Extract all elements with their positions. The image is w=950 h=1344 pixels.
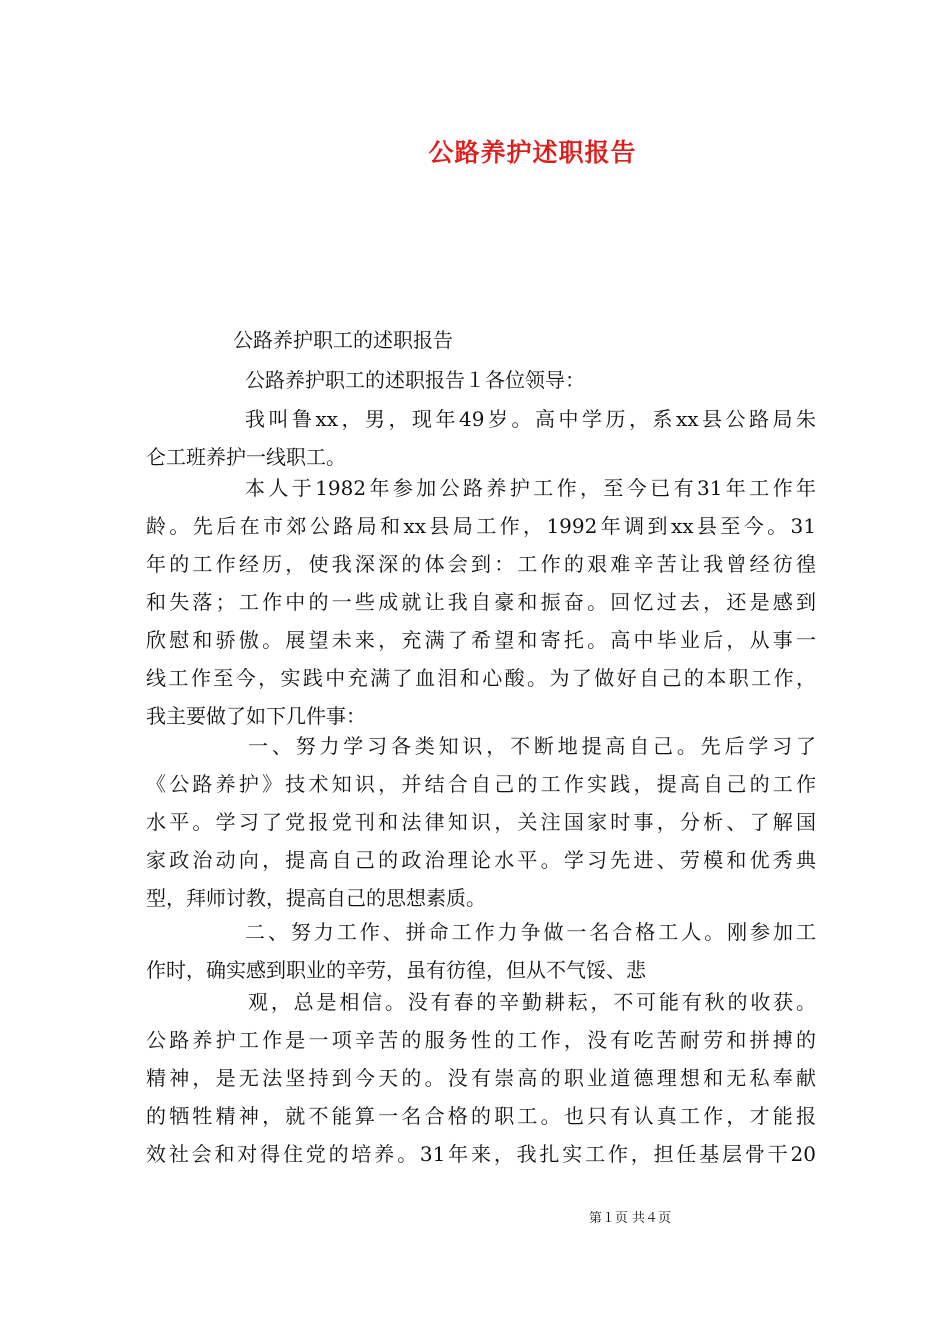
- page-footer: 第１页 共４页: [588, 1211, 672, 1226]
- body-line: 二、努力工作、拼命工作力争做一名合格工人。刚参加工: [245, 920, 816, 944]
- body-line: 效社会和对得住党的培养。31年来，我扎实工作，担任基层骨干20: [146, 1142, 816, 1166]
- body-line: 的牺牲精神，就不能算一名合格的职工。也只有认真工作，才能报: [146, 1104, 816, 1128]
- body-line: 我主要做了如下几件事：: [146, 704, 366, 728]
- document-title: 公路养护述职报告: [428, 138, 637, 167]
- body-line: 和失落；工作中的一些成就让我自豪和振奋。回忆过去，还是感到: [146, 590, 816, 614]
- body-line: 线工作至今，实践中充满了血泪和心酸。为了做好自己的本职工作，: [146, 666, 816, 690]
- body-line: 公路养护工作是一项辛苦的服务性的工作，没有吃苦耐劳和拼搏的: [146, 1028, 816, 1052]
- body-line: 作时，确实感到职业的辛劳，虽有彷徨，但从不气馁、悲: [146, 958, 646, 982]
- document-subtitle: 公路养护职工的述职报告: [233, 328, 453, 352]
- greeting-line: 公路养护职工的述职报告１各位领导：: [245, 368, 585, 392]
- body-line: 我叫鲁xx，男，现年49岁。高中学历，系xx县公路局朱: [245, 407, 816, 431]
- body-line: 欣慰和骄傲。展望未来，充满了希望和寄托。高中毕业后，从事一: [146, 628, 816, 652]
- body-line: 精神，是无法坚持到今天的。没有崇高的职业道德理想和无私奉献: [146, 1066, 816, 1090]
- body-line: 家政治动向，提高自己的政治理论水平。学习先进、劳模和优秀典: [146, 848, 816, 872]
- body-line: 水平。学习了党报党刊和法律知识，关注国家时事，分析、了解国: [146, 810, 816, 834]
- body-line: 观，总是相信。没有春的辛勤耕耘，不可能有秋的收获。: [248, 990, 816, 1014]
- body-line: 年的工作经历，使我深深的体会到：工作的艰难辛苦让我曾经彷徨: [146, 552, 816, 576]
- body-line: 《公路养护》技术知识，并结合自己的工作实践，提高自己的工作: [146, 772, 816, 796]
- body-line: 型，拜师讨教，提高自己的思想素质。: [146, 886, 486, 910]
- body-line: 本人于1982年参加公路养护工作，至今已有31年工作年: [245, 476, 816, 500]
- body-line: 龄。先后在市郊公路局和xx县局工作，1992年调到xx县至今。31: [146, 514, 816, 538]
- body-line: 仑工班养护一线职工。: [146, 445, 346, 469]
- body-line: 一、努力学习各类知识，不断地提高自己。先后学习了: [248, 734, 816, 758]
